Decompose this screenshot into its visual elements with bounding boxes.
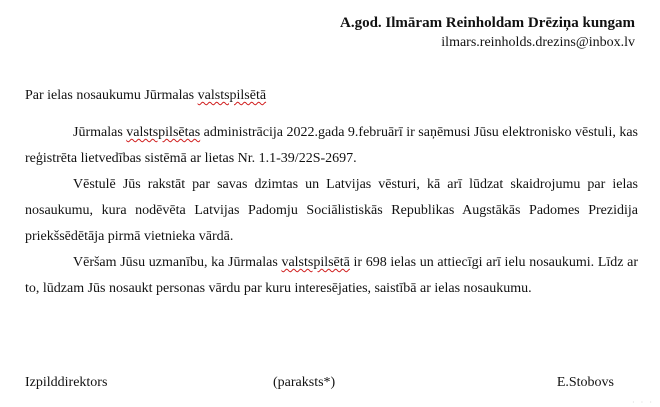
paragraph-3-text-a: Vēršam Jūsu uzmanību, ka Jūrmalas [73,255,282,270]
paragraph-1-text-b: administrācija 2022.gada 9.februārī ir saņēmusi Jūsu elektronisko vēstuli, kas reģistrēta lietvedības sistēmā ar lietas Nr. 1.1-39/22S-2697. [25,125,639,166]
paragraph-2: Vēstulē Jūs rakstāt par savas dzimtas un Latvijas vēsturi, kā arī lūdzat skaidrojumu par ielas nosaukumu, kura nodēvēta Latvijas Padomju Sociālistiskās Republikas Augstākās Padomes Prezidija priekšsēdētāja pirmā vietnieka vārdā. [25,177,638,244]
spellcheck-word: valstspilsētas [126,125,201,140]
subject-text: Par ielas nosaukumu Jūrmalas [25,88,198,103]
paragraph-1 [25,120,638,172]
faint-mark: · · · [632,398,654,407]
signature-title: Izpilddirektors [25,375,108,390]
recipient-email: ilmars.reinholds.drezins@inbox.lv [441,35,635,50]
recipient-block [340,14,635,52]
spellcheck-word: valstspilsētā [281,255,350,270]
paragraph-1-text-a: Jūrmalas [73,125,127,140]
letter-body [25,120,638,302]
subject-line [25,88,266,104]
signature-name: E.Stobovs [556,375,614,390]
recipient-name: A.god. Ilmāram Reinholdam Drēziņa kungam [339,15,635,31]
paragraph-3-text-b: ir 698 ielas un attiecīgi arī ielu nosaukumi. Līdz ar to, lūdzam Jūs nosaukt personas vārdu par kuru interesējaties, saistībā ar ielas nosaukumu. [25,255,639,296]
spellcheck-word: valstspilsētā [197,88,267,103]
paragraph-3 [25,250,638,302]
signature-note: (paraksts*) [273,375,336,390]
